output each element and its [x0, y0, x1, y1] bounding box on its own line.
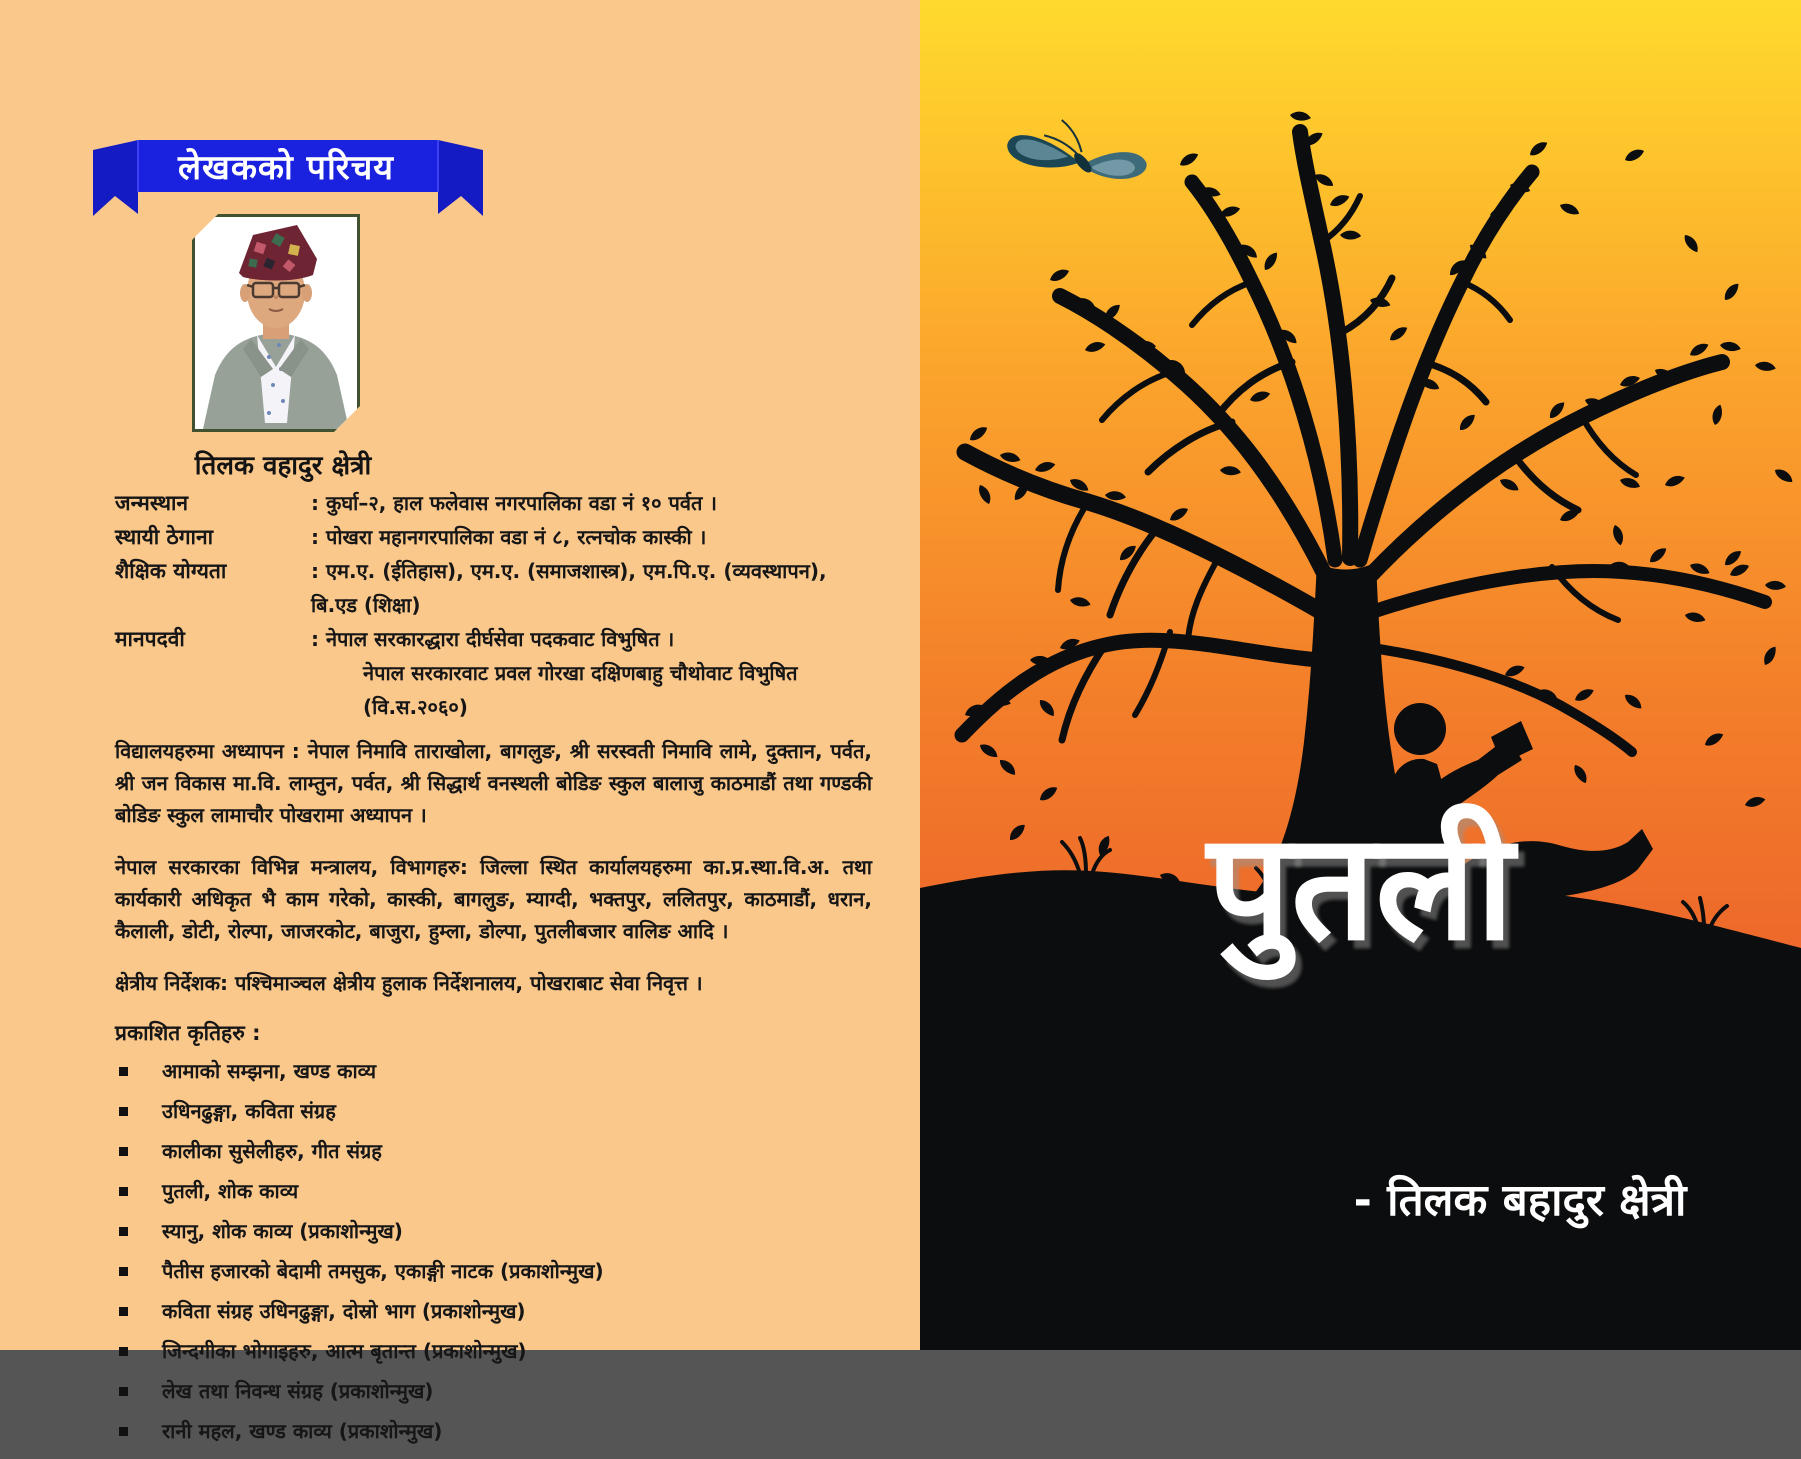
detail-label: जन्मस्थान [115, 491, 189, 515]
author-portrait-illustration [195, 217, 357, 429]
detail-label: स्थायी ठेगाना [115, 525, 214, 549]
detail-label [115, 656, 311, 724]
publication-item: लेख तथा निवन्ध संग्रह (प्रकाशोन्मुख) [115, 1379, 872, 1403]
bio-paragraph-teaching: विद्यालयहरुमा अध्यापन : नेपाल निमावि ताराखोला, बागलुङ, श्री सरस्वती निमावि लामे, दुक्तान, पर्वत, श्री जन विकास मा.वि. लाम्तुन, पर्वत, श्री सिद्धार्थ वनस्थली बोडिङ स्कुल बालाजु काठमाडौं तथा गण्डकी बोडिङ स्कुल लामाचौर पोखरामा अध्यापन । [115, 739, 872, 827]
bullet-square-icon [119, 1347, 128, 1356]
detail-value: : एम.ए. (ईतिहास), एम.ए. (समाजशास्त्र), एम.पि.ए. (व्यवस्थापन), बि.एड (शिक्षा) [311, 559, 827, 617]
detail-value: : पोखरा महानगरपालिका वडा नं ८, रत्नचोक कास्की । [311, 525, 707, 549]
author-bio [115, 486, 872, 1459]
ribbon-right-tail [438, 140, 483, 216]
detail-value: : नेपाल सरकारद्धारा दीर्घसेवा पदकवाट विभुषित । [311, 627, 675, 651]
detail-value: नेपाल सरकारवाट प्रवल गोरखा दक्षिणबाहु चौथोवाट विभुषित (वि.स.२०६०) [363, 661, 798, 719]
author-name: तिलक वहादुर क्षेत्री [194, 451, 372, 481]
cover-author-line: - तिलक बहादुर क्षेत्री [1353, 1175, 1687, 1226]
bio-details [115, 486, 872, 724]
bullet-square-icon [119, 1147, 128, 1156]
publications-heading: प्रकाशित कृतिहरु : [115, 1021, 261, 1045]
bullet-square-icon [119, 1267, 128, 1276]
publications-list [115, 1059, 872, 1443]
publication-item: पैतीस हजारको बेदामी तमसुक, एकाङ्गी नाटक (प्रकाशोन्मुख) [115, 1259, 872, 1283]
publication-item: आमाको सम्झना, खण्ड काव्य [115, 1059, 872, 1083]
bullet-square-icon [119, 1387, 128, 1396]
front-cover [920, 0, 1801, 1350]
publication-item: जिन्दगीका भोगाइहरु, आत्म बृतान्त (प्रकाशोन्मुख) [115, 1339, 872, 1363]
ribbon-title: लेखकको परिचय [177, 148, 395, 188]
publication-item: रानी महल, खण्ड काव्य (प्रकाशोन्मुख) [115, 1419, 872, 1443]
bullet-square-icon [119, 1067, 128, 1076]
bullet-square-icon [119, 1307, 128, 1316]
publication-item: उधिनढुङ्गा, कविता संग्रह [115, 1099, 872, 1123]
publication-item: स्यानु, शोक काव्य (प्रकाशोन्मुख) [115, 1219, 872, 1243]
publication-item: कालीका सुसेलीहरु, गीत संग्रह [115, 1139, 872, 1163]
detail-label: मानपदवी [115, 627, 185, 651]
author-intro-ribbon [93, 138, 483, 220]
detail-label: शैक्षिक योग्यता [115, 559, 227, 583]
person-head [1394, 703, 1446, 755]
bio-paragraph-government: नेपाल सरकारका विभिन्न मन्त्रालय, विभागहरु: जिल्ला स्थित कार्यालयहरुमा का.प्र.स्था.वि.अ. तथा कार्यकारी अधिकृत भै काम गरेको, कास्की, बागलुङ, म्याग्दी, भक्तपुर, ललितपुर, काठमाडौं, धरान, कैलाली, डोटी, रोल्पा, जाजरकोट, बाजुरा, हुम्ला, डोल्पा, पुतलीबजार वालिङ आदि । [115, 855, 872, 943]
ribbon-left-tail [93, 140, 138, 216]
publication-item: कविता संग्रह उधिनढुङ्गा, दोस्रो भाग (प्रकाशोन्मुख) [115, 1299, 872, 1323]
publication-item: पुतली, शोक काव्य [115, 1179, 872, 1203]
bio-paragraph-director: क्षेत्रीय निर्देशक: पश्चिमाञ्चल क्षेत्रीय हुलाक निर्देशनालय, पोखराबाट सेवा निवृत्त । [115, 971, 703, 995]
detail-value: : कुर्घा–२, हाल फलेवास नगरपालिका वडा नं १० पर्वत । [311, 491, 717, 515]
author-photo [192, 214, 360, 432]
cover-artwork [920, 0, 1801, 1350]
book-title: पुतली [1206, 801, 1515, 973]
bullet-square-icon [119, 1187, 128, 1196]
bullet-square-icon [119, 1227, 128, 1236]
bullet-square-icon [119, 1107, 128, 1116]
bullet-square-icon [119, 1427, 128, 1436]
